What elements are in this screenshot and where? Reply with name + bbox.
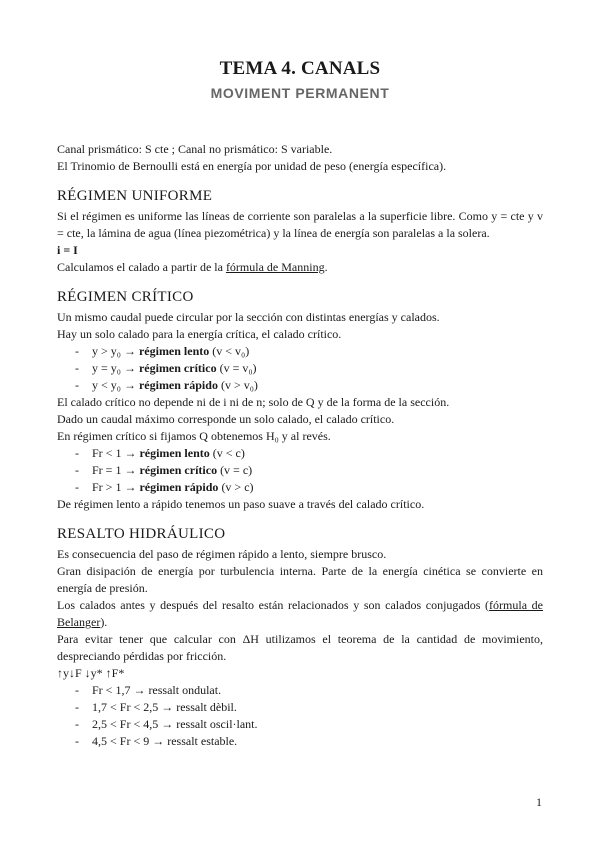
list-item: - y = y₀ → régimen crítico (v = v₀) bbox=[57, 360, 543, 377]
intro-line-bernoulli: El Trinomio de Bernoulli está en energía por unidad de peso (energía específica). bbox=[57, 159, 447, 173]
critico-list-calado bbox=[57, 343, 543, 394]
uniforme-paragraph: Si el régimen es uniforme las líneas de corriente son paralelas a la superficie libre. Como y = cte y v = cte, la lámina de agua (línea piezométrica) y la línea de energía son paralelas a la solera. bbox=[57, 209, 543, 240]
list-item: - Fr < 1,7 → ressalt ondulat. bbox=[57, 682, 543, 699]
critico-line-6: De régimen lento a rápido tenemos un paso suave a través del calado crítico. bbox=[57, 497, 425, 511]
section-heading-uniforme: RÉGIMEN UNIFORME bbox=[57, 188, 213, 204]
list-item: - 4,5 < Fr < 9 → ressalt estable. bbox=[57, 733, 543, 750]
page-number: 1 bbox=[536, 795, 542, 809]
resalto-paragraph-2: Gran disipación de energía por turbulencia interna. Parte de la energía cinética se convierte en energía de presión. bbox=[57, 564, 543, 595]
uniforme-calc-line bbox=[57, 259, 543, 276]
section-heading-critico: RÉGIMEN CRÍTICO bbox=[57, 289, 194, 305]
resalto-line-1: Es consecuencia del paso de régimen rápido a lento, siempre brusco. bbox=[57, 547, 387, 561]
document-body bbox=[57, 141, 543, 750]
critico-line-5: En régimen crítico si fijamos Q obtenemos H₀ y al revés. bbox=[57, 429, 331, 443]
belanger-link[interactable]: fórmula de Belanger bbox=[57, 598, 543, 629]
critico-line-2: Hay un solo calado para la energía crítica, el calado crítico. bbox=[57, 327, 342, 341]
list-item: - 1,7 < Fr < 2,5 → ressalt dèbil. bbox=[57, 699, 543, 716]
intro-line-canal: Canal prismático: S cte ; Canal no prismático: S variable. bbox=[57, 142, 333, 156]
critico-list-froude bbox=[57, 445, 543, 496]
resalto-paragraph-3: Los calados antes y después del resalto están relacionados y son calados conjugados (fórmula de Belanger). bbox=[57, 598, 543, 629]
list-item: - Fr > 1 → régimen rápido (v > c) bbox=[57, 479, 543, 496]
manning-link[interactable]: fórmula de Manning bbox=[225, 260, 325, 274]
list-item: - y > y₀ → régimen lento (v < v₀) bbox=[57, 343, 543, 360]
list-item: - y < y₀ → régimen rápido (v > v₀) bbox=[57, 377, 543, 394]
calc-end: . bbox=[324, 260, 328, 274]
list-item: - 2,5 < Fr < 4,5 → ressalt oscil·lant. bbox=[57, 716, 543, 733]
critico-line-1: Un mismo caudal puede circular por la sección con distintas energías y calados. bbox=[57, 310, 440, 324]
uniforme-equation bbox=[57, 242, 543, 259]
critico-line-3: El calado crítico no depende ni de i ni de n; solo de Q y de la forma de la sección. bbox=[57, 395, 450, 409]
resalto-list bbox=[57, 682, 543, 750]
page-subtitle: MOVIMENT PERMANENT bbox=[210, 85, 390, 101]
critico-line-4: Dado un caudal máximo corresponde un solo calado, el calado crítico. bbox=[57, 412, 395, 426]
page-title: TEMA 4. CANALS bbox=[219, 58, 381, 79]
calc-text: Calculamos el calado a partir de la bbox=[57, 260, 226, 274]
resalto-paragraph-4: Para evitar tener que calcular con ΔH utilizamos el teorema de la cantidad de movimiento, despreciando pérdidas por fricción. bbox=[57, 632, 543, 663]
list-item: - Fr < 1 → régimen lento (v < c) bbox=[57, 445, 543, 462]
equation-text: i = I bbox=[57, 243, 78, 257]
resalto-arrows-line: ↑y↓F ↓y* ↑F* bbox=[57, 666, 125, 680]
section-heading-resalto: RESALTO HIDRÁULICO bbox=[57, 526, 226, 542]
list-item: - Fr = 1 → régimen crítico (v = c) bbox=[57, 462, 543, 479]
